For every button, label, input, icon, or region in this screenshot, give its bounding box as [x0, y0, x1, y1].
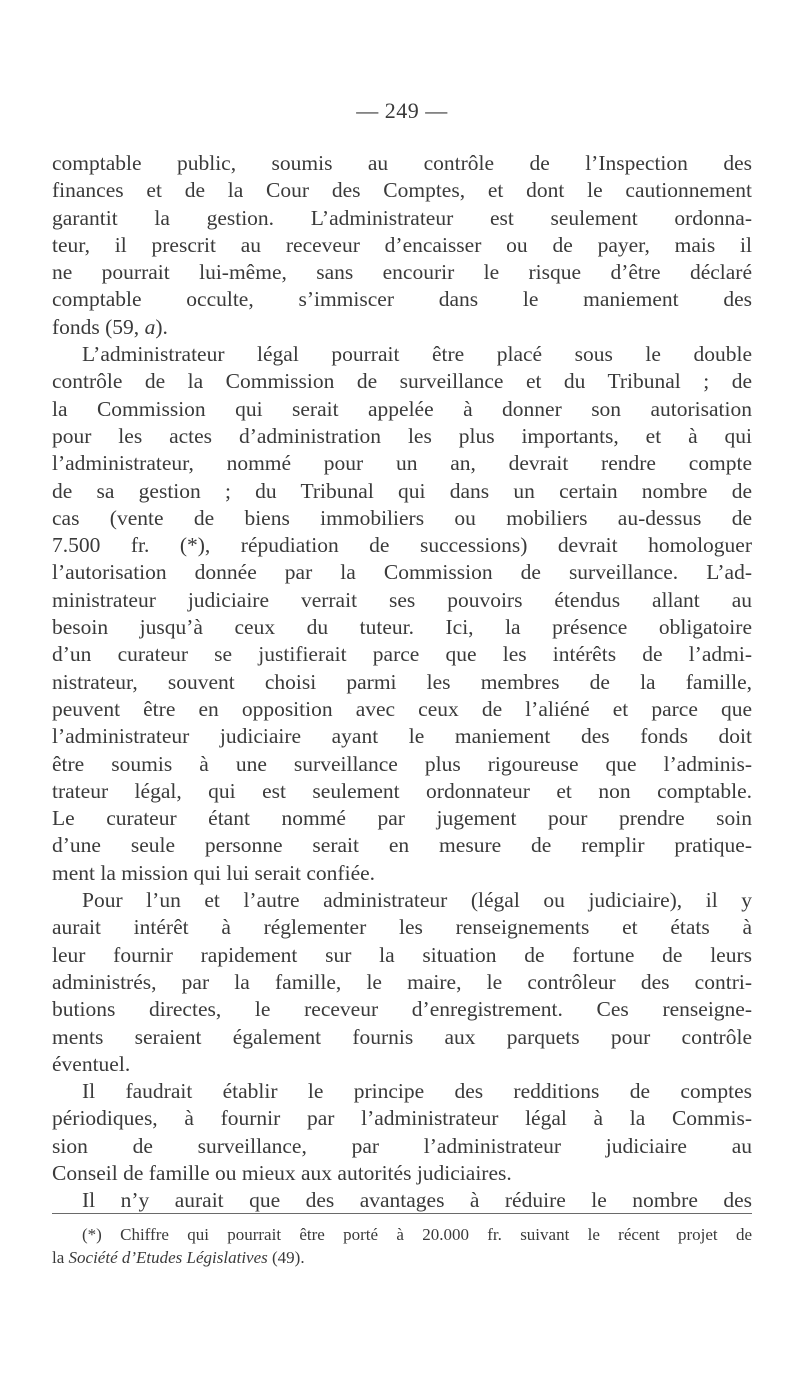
paragraph-3	[52, 887, 752, 1078]
text-segment: ).	[155, 314, 168, 339]
text-line: aurait intérêt à réglementer les renseignements et états à	[52, 915, 752, 940]
text-line: pour les actes d’administration les plus importants, et à qui	[52, 423, 752, 448]
footnote-divider	[52, 1213, 752, 1214]
text-line: ne pourrait lui-même, sans encourir le risque d’être déclaré	[52, 260, 752, 285]
text-line: 7.500 fr. (*), répudiation de successions) devrait homologuer	[52, 533, 752, 558]
text-line: besoin jusqu’à ceux du tuteur. Ici, la présence obligatoire	[52, 615, 752, 640]
paragraph-5	[52, 1187, 752, 1214]
text-line: leur fournir rapidement sur la situation de fortune de leurs	[52, 942, 752, 967]
text-line: ments seraient également fournis aux parquets pour contrôle	[52, 1024, 752, 1049]
text-line: Conseil de famille ou mieux aux autorités judiciaires.	[52, 1160, 512, 1185]
italic-title: Société d’Etudes Législatives	[68, 1248, 268, 1267]
text-line: être soumis à une surveillance plus rigoureuse que l’adminis-	[52, 751, 752, 776]
text-line: comptable occulte, s’immiscer dans le maniement des	[52, 287, 752, 312]
footnote-line	[52, 1246, 752, 1269]
text-line: Le curateur étant nommé par jugement pour prendre soin	[52, 806, 752, 831]
text-segment: fonds (59,	[52, 314, 145, 339]
body-text	[52, 150, 752, 1215]
text-line: éventuel.	[52, 1051, 131, 1076]
document-page	[52, 0, 752, 1380]
text-line: administrés, par la famille, le maire, le contrôleur des contri-	[52, 969, 752, 994]
text-line: ment la mission qui lui serait confiée.	[52, 860, 376, 885]
text-line: d’un curateur se justifierait parce que les intérêts de l’admi-	[52, 642, 752, 667]
text-line: sion de surveillance, par l’administrateur judiciaire au	[52, 1133, 752, 1158]
text-line: l’administrateur judiciaire ayant le maniement des fonds doit	[52, 724, 752, 749]
text-segment: la	[52, 1248, 69, 1267]
text-line: de sa gestion ; du Tribunal qui dans un certain nombre de	[52, 478, 752, 503]
italic-reference: a	[144, 314, 156, 339]
text-line: teur, il prescrit au receveur d’encaisser ou de payer, mais il	[52, 232, 752, 257]
text-line: butions directes, le receveur d’enregistrement. Ces renseigne-	[52, 997, 752, 1022]
text-line: la Commission qui serait appelée à donner son autorisation	[52, 396, 752, 421]
text-line	[52, 314, 752, 341]
text-line: l’autorisation donnée par la Commission de surveillance. L’ad-	[52, 560, 752, 585]
text-line: contrôle de la Commission de surveillance et du Tribunal ; de	[52, 369, 752, 394]
text-line: L’administrateur légal pourrait être placé sous le double	[82, 342, 752, 367]
page-number: — 249 —	[356, 98, 448, 123]
text-line: Il faudrait établir le principe des redditions de comptes	[82, 1079, 752, 1104]
footnote-line: (*) Chiffre qui pourrait être porté à 20.000 fr. suivant le récent projet de	[82, 1225, 752, 1244]
text-line: trateur légal, qui est seulement ordonnateur et non comptable.	[52, 778, 752, 803]
text-line: Il n’y aurait que des avantages à réduire le nombre des	[82, 1188, 752, 1213]
paragraph-2	[52, 341, 752, 887]
text-line: périodiques, à fournir par l’administrateur légal à la Commis-	[52, 1106, 752, 1131]
text-segment: (49).	[267, 1248, 305, 1267]
text-line: peuvent être en opposition avec ceux de l’aliéné et parce que	[52, 696, 752, 721]
paragraph-4	[52, 1078, 752, 1187]
text-line: finances et de la Cour des Comptes, et dont le cautionnement	[52, 178, 752, 203]
text-line: Pour l’un et l’autre administrateur (légal ou judiciaire), il y	[82, 888, 752, 913]
text-line: ministrateur judiciaire verrait ses pouvoirs étendus allant au	[52, 587, 752, 612]
paragraph-1	[52, 150, 752, 341]
text-line: nistrateur, souvent choisi parmi les membres de la famille,	[52, 669, 752, 694]
text-line: cas (vente de biens immobiliers ou mobiliers au-dessus de	[52, 505, 752, 530]
footnote	[52, 1223, 752, 1269]
text-line: d’une seule personne serait en mesure de remplir pratique-	[52, 833, 752, 858]
text-line: garantit la gestion. L’administrateur est seulement ordonna-	[52, 205, 752, 230]
text-line: l’administrateur, nommé pour un an, devrait rendre compte	[52, 451, 752, 476]
text-line: comptable public, soumis au contrôle de l’Inspection des	[52, 151, 752, 175]
